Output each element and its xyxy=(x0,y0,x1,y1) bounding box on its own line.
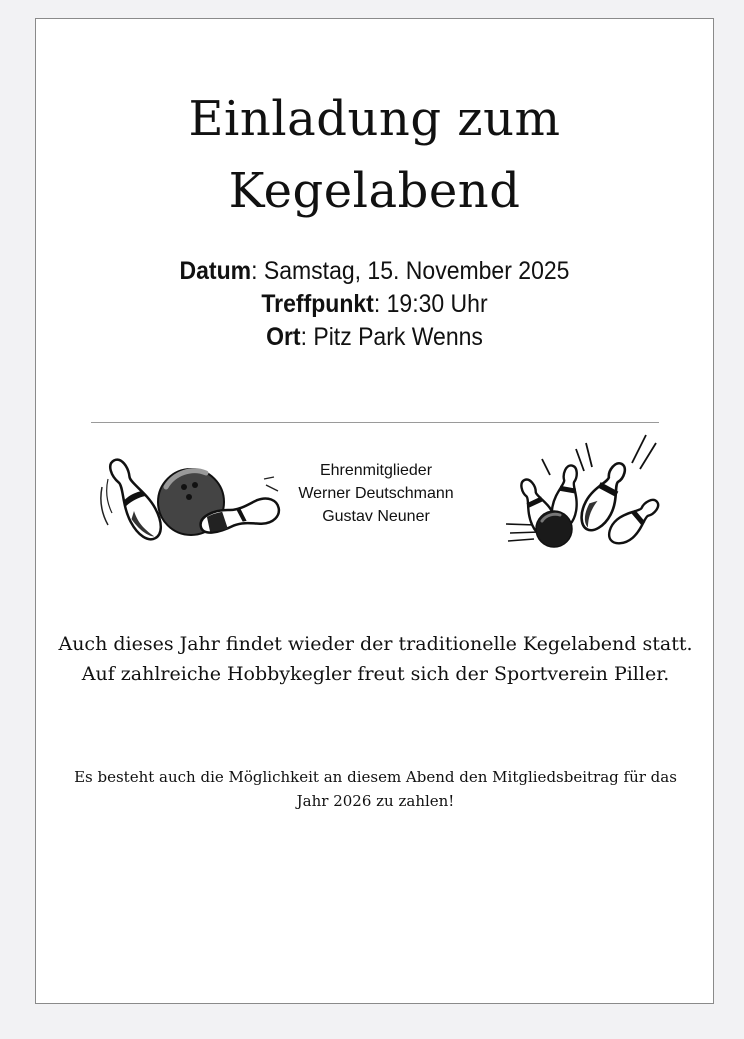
bowling-ball-and-pins-icon xyxy=(96,447,281,547)
location-row xyxy=(63,321,686,354)
honorary-heading: Ehrenmitglieder xyxy=(319,462,433,479)
title-line-1: Einladung zum xyxy=(188,91,561,147)
bowling-strike-icon xyxy=(506,429,661,554)
intro-paragraph: Auch dieses Jahr findet wieder der traditionelle Kegelabend statt. Auf zahlreiche Hobbykegler freut sich der Sportverein Piller. xyxy=(58,633,693,685)
document-page xyxy=(35,18,714,1004)
meeting-time-value: : 19:30 Uhr xyxy=(373,290,488,318)
page-title xyxy=(36,83,713,227)
honorary-member: Werner Deutschmann xyxy=(298,485,454,502)
event-details xyxy=(36,255,713,354)
title-line-2: Kegelabend xyxy=(228,163,521,219)
meeting-time-row xyxy=(63,288,686,321)
fee-paragraph: Es besteht auch die Möglichkeit an diesem Abend den Mitgliedsbeitrag für das Jahr 2026 zu zahlen! xyxy=(74,768,677,810)
date-row xyxy=(63,255,686,288)
honorary-members xyxy=(266,459,486,528)
date-value: : Samstag, 15. November 2025 xyxy=(251,257,570,285)
date-label: Datum xyxy=(179,257,252,285)
divider xyxy=(91,422,659,423)
location-value: : Pitz Park Wenns xyxy=(300,323,483,351)
location-label: Ort xyxy=(266,323,301,351)
meeting-time-label: Treffpunkt xyxy=(261,290,374,318)
honorary-member: Gustav Neuner xyxy=(322,508,430,525)
